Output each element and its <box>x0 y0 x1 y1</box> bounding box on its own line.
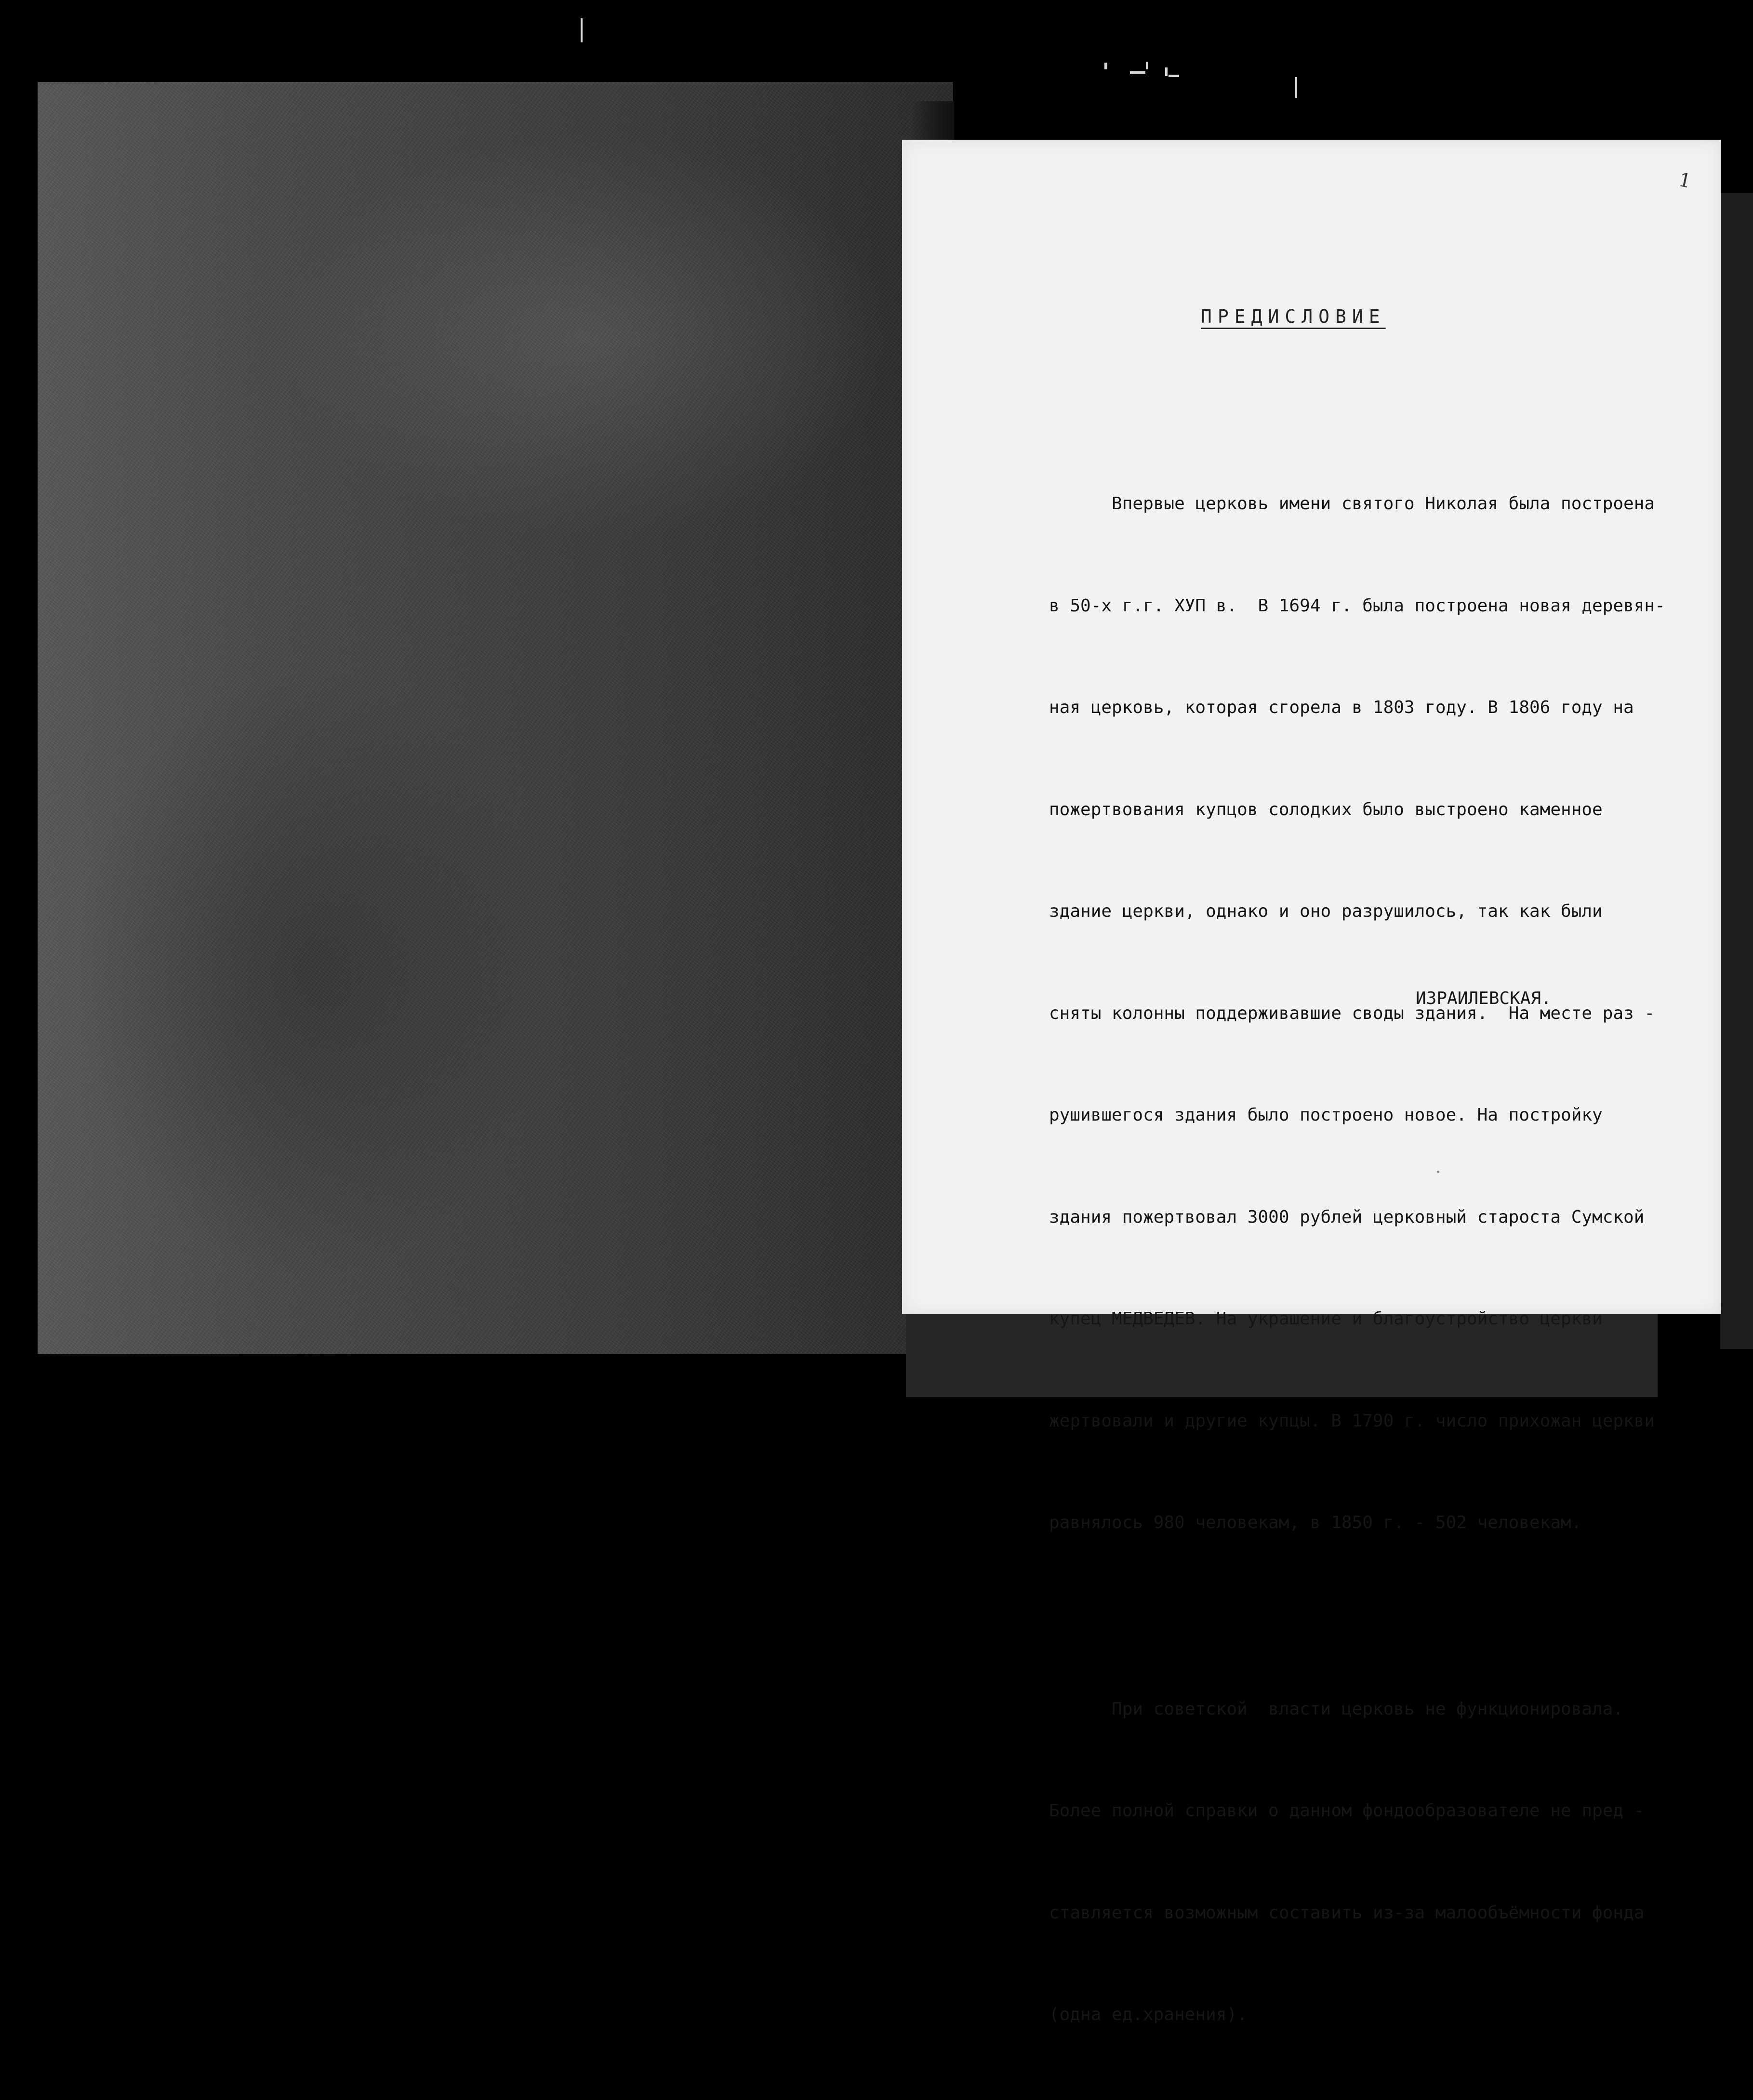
stray-mark <box>1165 67 1168 76</box>
page-heading: ПРЕДИСЛОВИЕ <box>1201 306 1386 327</box>
text-line: рушившегося здания было построено новое. На постройку <box>1049 1105 1603 1125</box>
text-line: При советской власти церковь не функционировала. <box>1049 1699 1624 1719</box>
stray-mark <box>581 18 583 42</box>
page-number: 1 <box>1676 168 1693 193</box>
text-line: Более полной справки о данном фондообразователе не пред - <box>1049 1801 1645 1821</box>
text-line: сняты колонны поддерживавшие своды здания. На месте раз - <box>1049 1003 1655 1023</box>
signature-name: ИЗРАИЛЕВСКАЯ. <box>1416 989 1552 1008</box>
right-page-edge <box>1720 193 1753 1349</box>
text-line: здания пожертвовал 3000 рублей церковный староста Сумской <box>1049 1207 1645 1227</box>
paragraph <box>1049 419 1690 1608</box>
stray-mark <box>1146 62 1148 69</box>
text-line: ная церковь, которая сгорела в 1803 году. В 1806 году на <box>1049 698 1634 717</box>
text-line: Впервые церковь имени святого Николая была построена <box>1049 494 1655 514</box>
text-line: равнялось 980 человекам, в 1850 г. - 502 человекам. <box>1049 1513 1582 1532</box>
stray-mark <box>1130 71 1145 74</box>
text-line: ставляется возможным составить из-за малообъёмности фонда <box>1049 1902 1645 1923</box>
folder-cover <box>38 82 953 1354</box>
text-line: жертвовали и другие купцы. В 1790 г. число прихожан церкви <box>1049 1411 1655 1431</box>
stray-mark <box>1104 63 1107 69</box>
document-body <box>1049 419 1690 2100</box>
text-line: здание церкви, однако и оно разрушилось, так как были <box>1049 901 1603 921</box>
text-line: в 50-х г.г. ХУП в. В 1694 г. была построена новая деревян- <box>1049 595 1665 616</box>
text-line: купец МЕДВЕДЕВ. На украшение и благоустройство церкви <box>1049 1309 1603 1329</box>
document-page <box>902 140 1721 2024</box>
paragraph <box>1049 1625 1690 2100</box>
stray-mark <box>1295 77 1297 98</box>
text-line: (одна ед.хранения). <box>1049 2005 1248 2024</box>
stray-mark <box>1169 75 1179 77</box>
text-line: пожертвования купцов солодких было выстроено каменное <box>1049 799 1603 819</box>
speck <box>1437 1171 1439 1173</box>
